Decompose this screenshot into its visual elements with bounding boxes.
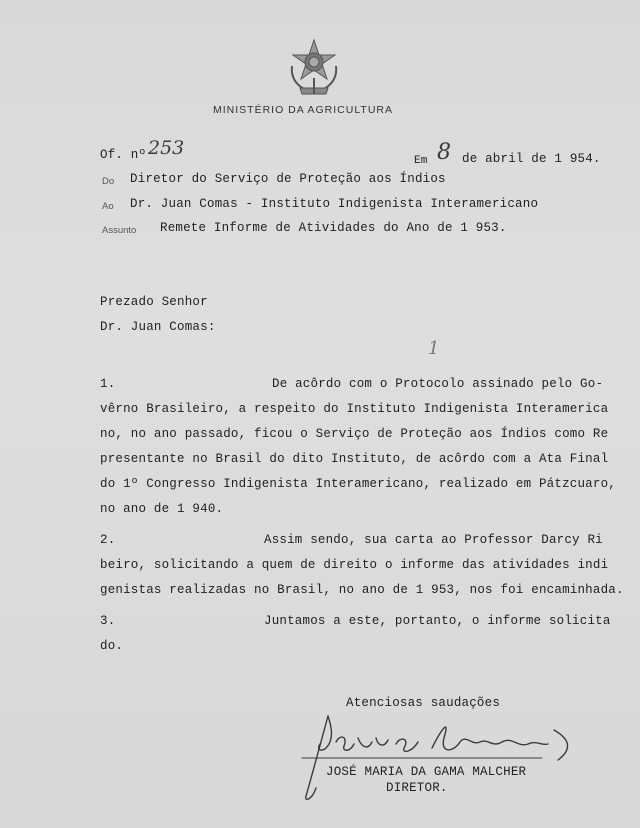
paragraph-1-line: presentante no Brasil do dito Instituto, de acôrdo com a Ata Final <box>100 452 609 466</box>
paragraph-3-line: do. <box>100 639 124 653</box>
closing-greeting: Atenciosas saudações <box>346 696 501 710</box>
paragraph-1-line: no ano de 1 940. <box>100 502 224 516</box>
salutation-line-2: Dr. Juan Comas: <box>100 320 216 334</box>
from-text: Diretor do Serviço de Proteção aos Índios <box>130 172 446 186</box>
date-day-handwritten: 8 <box>437 140 451 165</box>
from-label: Do <box>102 176 115 187</box>
to-text: Dr. Juan Comas - Instituto Indigenista Interamericano <box>130 197 539 211</box>
ministry-name: MINISTÉRIO DA AGRICULTURA <box>213 104 393 116</box>
signatory-name: JOSÉ MARIA DA GAMA MALCHER <box>326 765 527 779</box>
date-rest: de abril de 1 954. <box>462 152 601 166</box>
paragraph-2-number: 2. <box>100 533 116 547</box>
paragraph-1-line: no, no ano passado, ficou o Serviço de Proteção aos Índios como Re <box>100 427 609 441</box>
brazil-coat-of-arms-icon <box>286 38 342 98</box>
signatory-title: DIRETOR. <box>386 781 448 795</box>
office-number-prefix: Of. nº <box>100 148 147 162</box>
paragraph-1-first-line: De acôrdo com o Protocolo assinado pelo Go- <box>272 377 604 391</box>
salutation-line-1: Prezado Senhor <box>100 295 208 309</box>
date-prefix: Em <box>414 155 428 167</box>
subject-label: Assunto <box>102 225 137 236</box>
paragraph-3-first-line: Juntamos a este, portanto, o informe solicita <box>264 614 611 628</box>
paragraph-3-number: 3. <box>100 614 116 628</box>
paragraph-1-line: vêrno Brasileiro, a respeito do Instituto Indigenista Interamerica <box>100 402 609 416</box>
to-label: Ao <box>102 201 114 212</box>
handwritten-margin-mark: 1 <box>428 338 440 359</box>
paragraph-2-first-line: Assim sendo, sua carta ao Professor Darcy Ri <box>264 533 603 547</box>
paragraph-1-line: do 1º Congresso Indigenista Interamericano, realizado em Pátzcuaro, <box>100 477 616 491</box>
paragraph-2-line: beiro, solicitando a quem de direito o informe das atividades indi <box>100 558 609 572</box>
paragraph-1-number: 1. <box>100 377 116 391</box>
subject-text: Remete Informe de Atividades do Ano de 1 953. <box>160 221 507 235</box>
office-number-handwritten: 253 <box>148 137 185 159</box>
paragraph-2-line: genistas realizadas no Brasil, no ano de 1 953, nos foi encaminhada. <box>100 583 624 597</box>
